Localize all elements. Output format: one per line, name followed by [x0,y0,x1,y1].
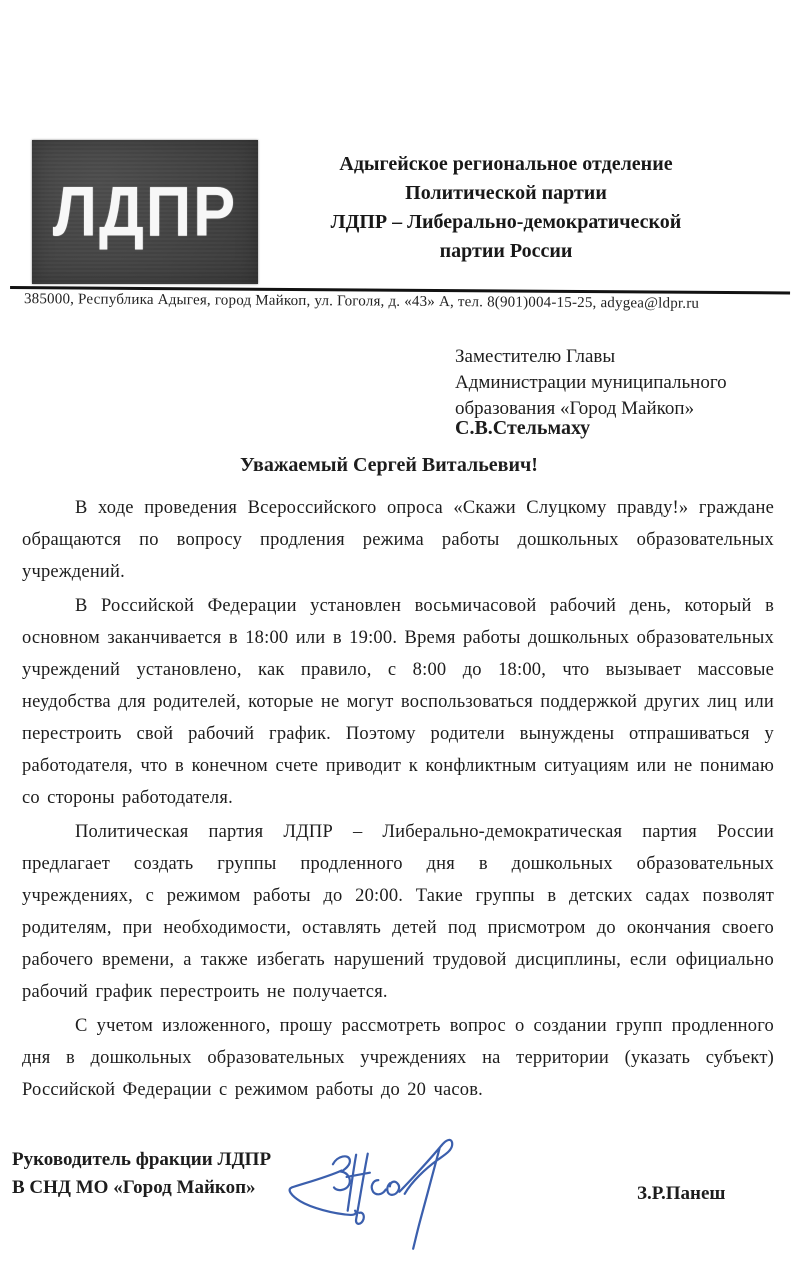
body-paragraph-2: В Российской Федерации установлен восьмичасовой рабочий день, который в основном заканчивается в 18:00 или в 19:00. Время работы дошкольных образовательных учреждений установлено, как правило, с 8:00 до 18:00, что вызывает массовые неудобства для родителей, которые не могут воспользоваться поддержкой других лиц или перестроить свой рабочий график. Поэтому родители вынуждены отпрашиваться у работодателя, что в конечном счете приводит к конфликтным ситуациям или не понимаю со стороны работодателя. [22,596,774,808]
body-paragraph-4: С учетом изложенного, прошу рассмотреть вопрос о создании групп продленного дня в дошкольных образовательных учреждениях на территории (указать субъект) Российской Федерации с режимом работы до 20 часов. [22,1016,774,1100]
org-name-line-3: ЛДПР – Либерально-демократической [330,211,682,233]
handwritten-signature [280,1122,465,1254]
recipient-line-2: Администрации муниципального [455,372,727,393]
ldpr-logo [32,140,258,284]
recipient-line-1: Заместителю Главы [455,346,616,367]
recipient-block [455,344,727,422]
recipient-name: С.В.Стельмаху [455,417,591,439]
body-paragraph-1: В ходе проведения Всероссийского опроса «Скажи Слуцкому правду!» граждане обращаются по вопросу продления режима работы дошкольных образовательных учреждений. [22,498,774,582]
salutation: Уважаемый Сергей Витальевич! [240,454,538,476]
org-name-line-4: партии России [439,240,573,262]
signer-position-line-1: Руководитель фракции ЛДПР [12,1149,272,1170]
org-name-line-2: Политической партии [405,182,607,204]
signature-strokes [290,1140,453,1249]
ldpr-logo-text: ЛДПР [52,172,238,252]
recipient-line-3: образования «Город Майкоп» [455,398,695,419]
signer-position-line-2: В СНД МО «Город Майкоп» [12,1177,256,1198]
org-name-block [296,150,716,266]
letterhead-address: 385000, Республика Адыгея, город Майкоп, ул. Гоголя, д. «43» А, тел. 8(901)004-15-25, adygea@ldpr.ru [23,291,700,312]
signer-position-block [12,1146,271,1202]
signer-name: З.Р.Панеш [637,1183,726,1204]
letterhead-address-block [10,286,790,314]
body-paragraph-3: Политическая партия ЛДПР – Либерально-демократическая партия России предлагает создать группы продленного дня в дошкольных образовательных учреждениях, с режимом работы до 20:00. Такие группы в детских садах позволят родителям, при необходимости, оставлять детей под присмотром до окончания своего рабочего времени, а также избегать нарушений трудовой дисциплины, если официально рабочий график перестроить не получается. [22,822,774,1002]
letter-body [22,492,774,1108]
org-name-line-1: Адыгейское региональное отделение [339,153,673,175]
